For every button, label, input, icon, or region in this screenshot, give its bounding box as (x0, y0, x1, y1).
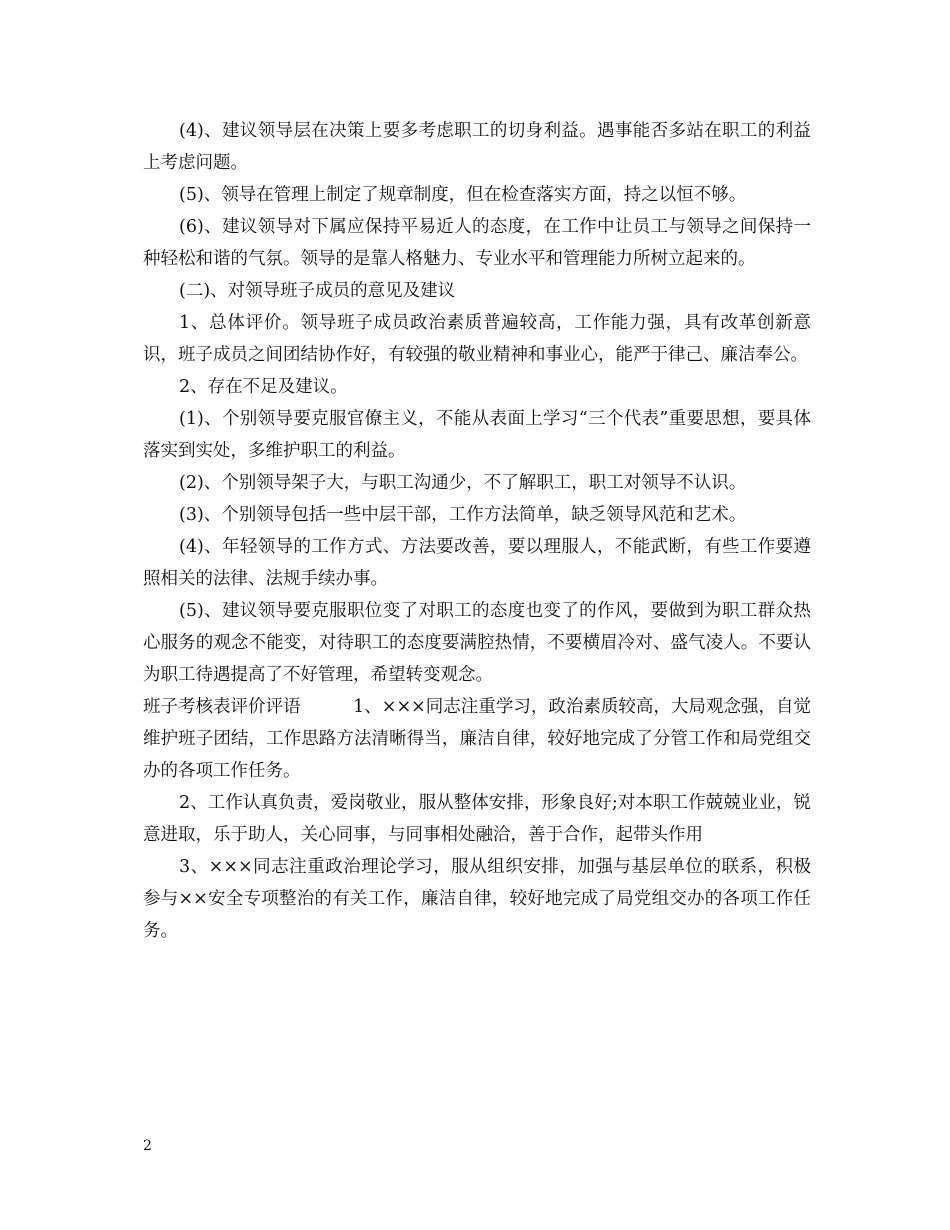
paragraph-shortcoming-4: (4)、年轻领导的工作方式、方法要改善，要以理服人，不能武断，有些工作要遵照相关的法律、法规手续办事。 (143, 537, 811, 589)
paragraph-evaluation-comment-3: 3、×××同志注重政治理论学习，服从组织安排，加强与基层单位的联系，积极参与××安全专项整治的有关工作，廉洁自律，较好地完成了局党组交办的各项工作任务。 (143, 857, 811, 941)
paragraph-evaluation-comment-1: 班子考核表评价评语 1、×××同志注重学习，政治素质较高，大局观念强，自觉维护班子团结，工作思路方法清晰得当，廉洁自律，较好地完成了分管工作和局党组交办的各项工作任务。 (143, 697, 811, 781)
section-heading-team-members: (二)、对领导班子成员的意见及建议 (179, 281, 456, 301)
paragraph-overall-evaluation: 1、总体评价。领导班子成员政治素质普遍较高，工作能力强，具有改革创新意识，班子成员之间团结协作好，有较强的敬业精神和事业心，能严于律己、廉洁奉公。 (143, 313, 811, 365)
paragraph-suggestion-4: (4)、建议领导层在决策上要多考虑职工的切身利益。遇事能否多站在职工的利益上考虑问题。 (143, 121, 811, 173)
paragraph-shortcoming-1: (1)、个别领导要克服官僚主义，不能从表面上学习“三个代表”重要思想，要具体落实到实处，多维护职工的利益。 (143, 409, 811, 461)
page-number: 2 (143, 1138, 152, 1154)
paragraph-shortcoming-2: (2)、个别领导架子大，与职工沟通少，不了解职工，职工对领导不认识。 (179, 473, 747, 493)
paragraph-shortcomings-heading: 2、存在不足及建议。 (179, 377, 348, 397)
paragraph-shortcoming-3: (3)、个别领导包括一些中层干部，工作方法简单，缺乏领导风范和艺术。 (179, 505, 747, 525)
paragraph-evaluation-comment-2: 2、工作认真负责，爱岗敬业，服从整体安排，形象良好;对本职工作兢兢业业，锐意进取，乐于助人，关心同事，与同事相处融洽，善于合作，起带头作用 (143, 793, 811, 845)
paragraph-suggestion-6: (6)、建议领导对下属应保持平易近人的态度，在工作中让员工与领导之间保持一种轻松和谐的气氛。领导的是靠人格魅力、专业水平和管理能力所树立起来的。 (143, 217, 811, 269)
document-body (143, 115, 811, 947)
paragraph-shortcoming-5: (5)、建议领导要克服职位变了对职工的态度也变了的作风，要做到为职工群众热心服务的观念不能变，对待职工的态度要满腔热情，不要横眉冷对、盛气凌人。不要认为职工待遇提高了不好管理，希望转变观念。 (143, 601, 811, 685)
paragraph-suggestion-5: (5)、领导在管理上制定了规章制度，但在检查落实方面，持之以恒不够。 (179, 185, 747, 205)
